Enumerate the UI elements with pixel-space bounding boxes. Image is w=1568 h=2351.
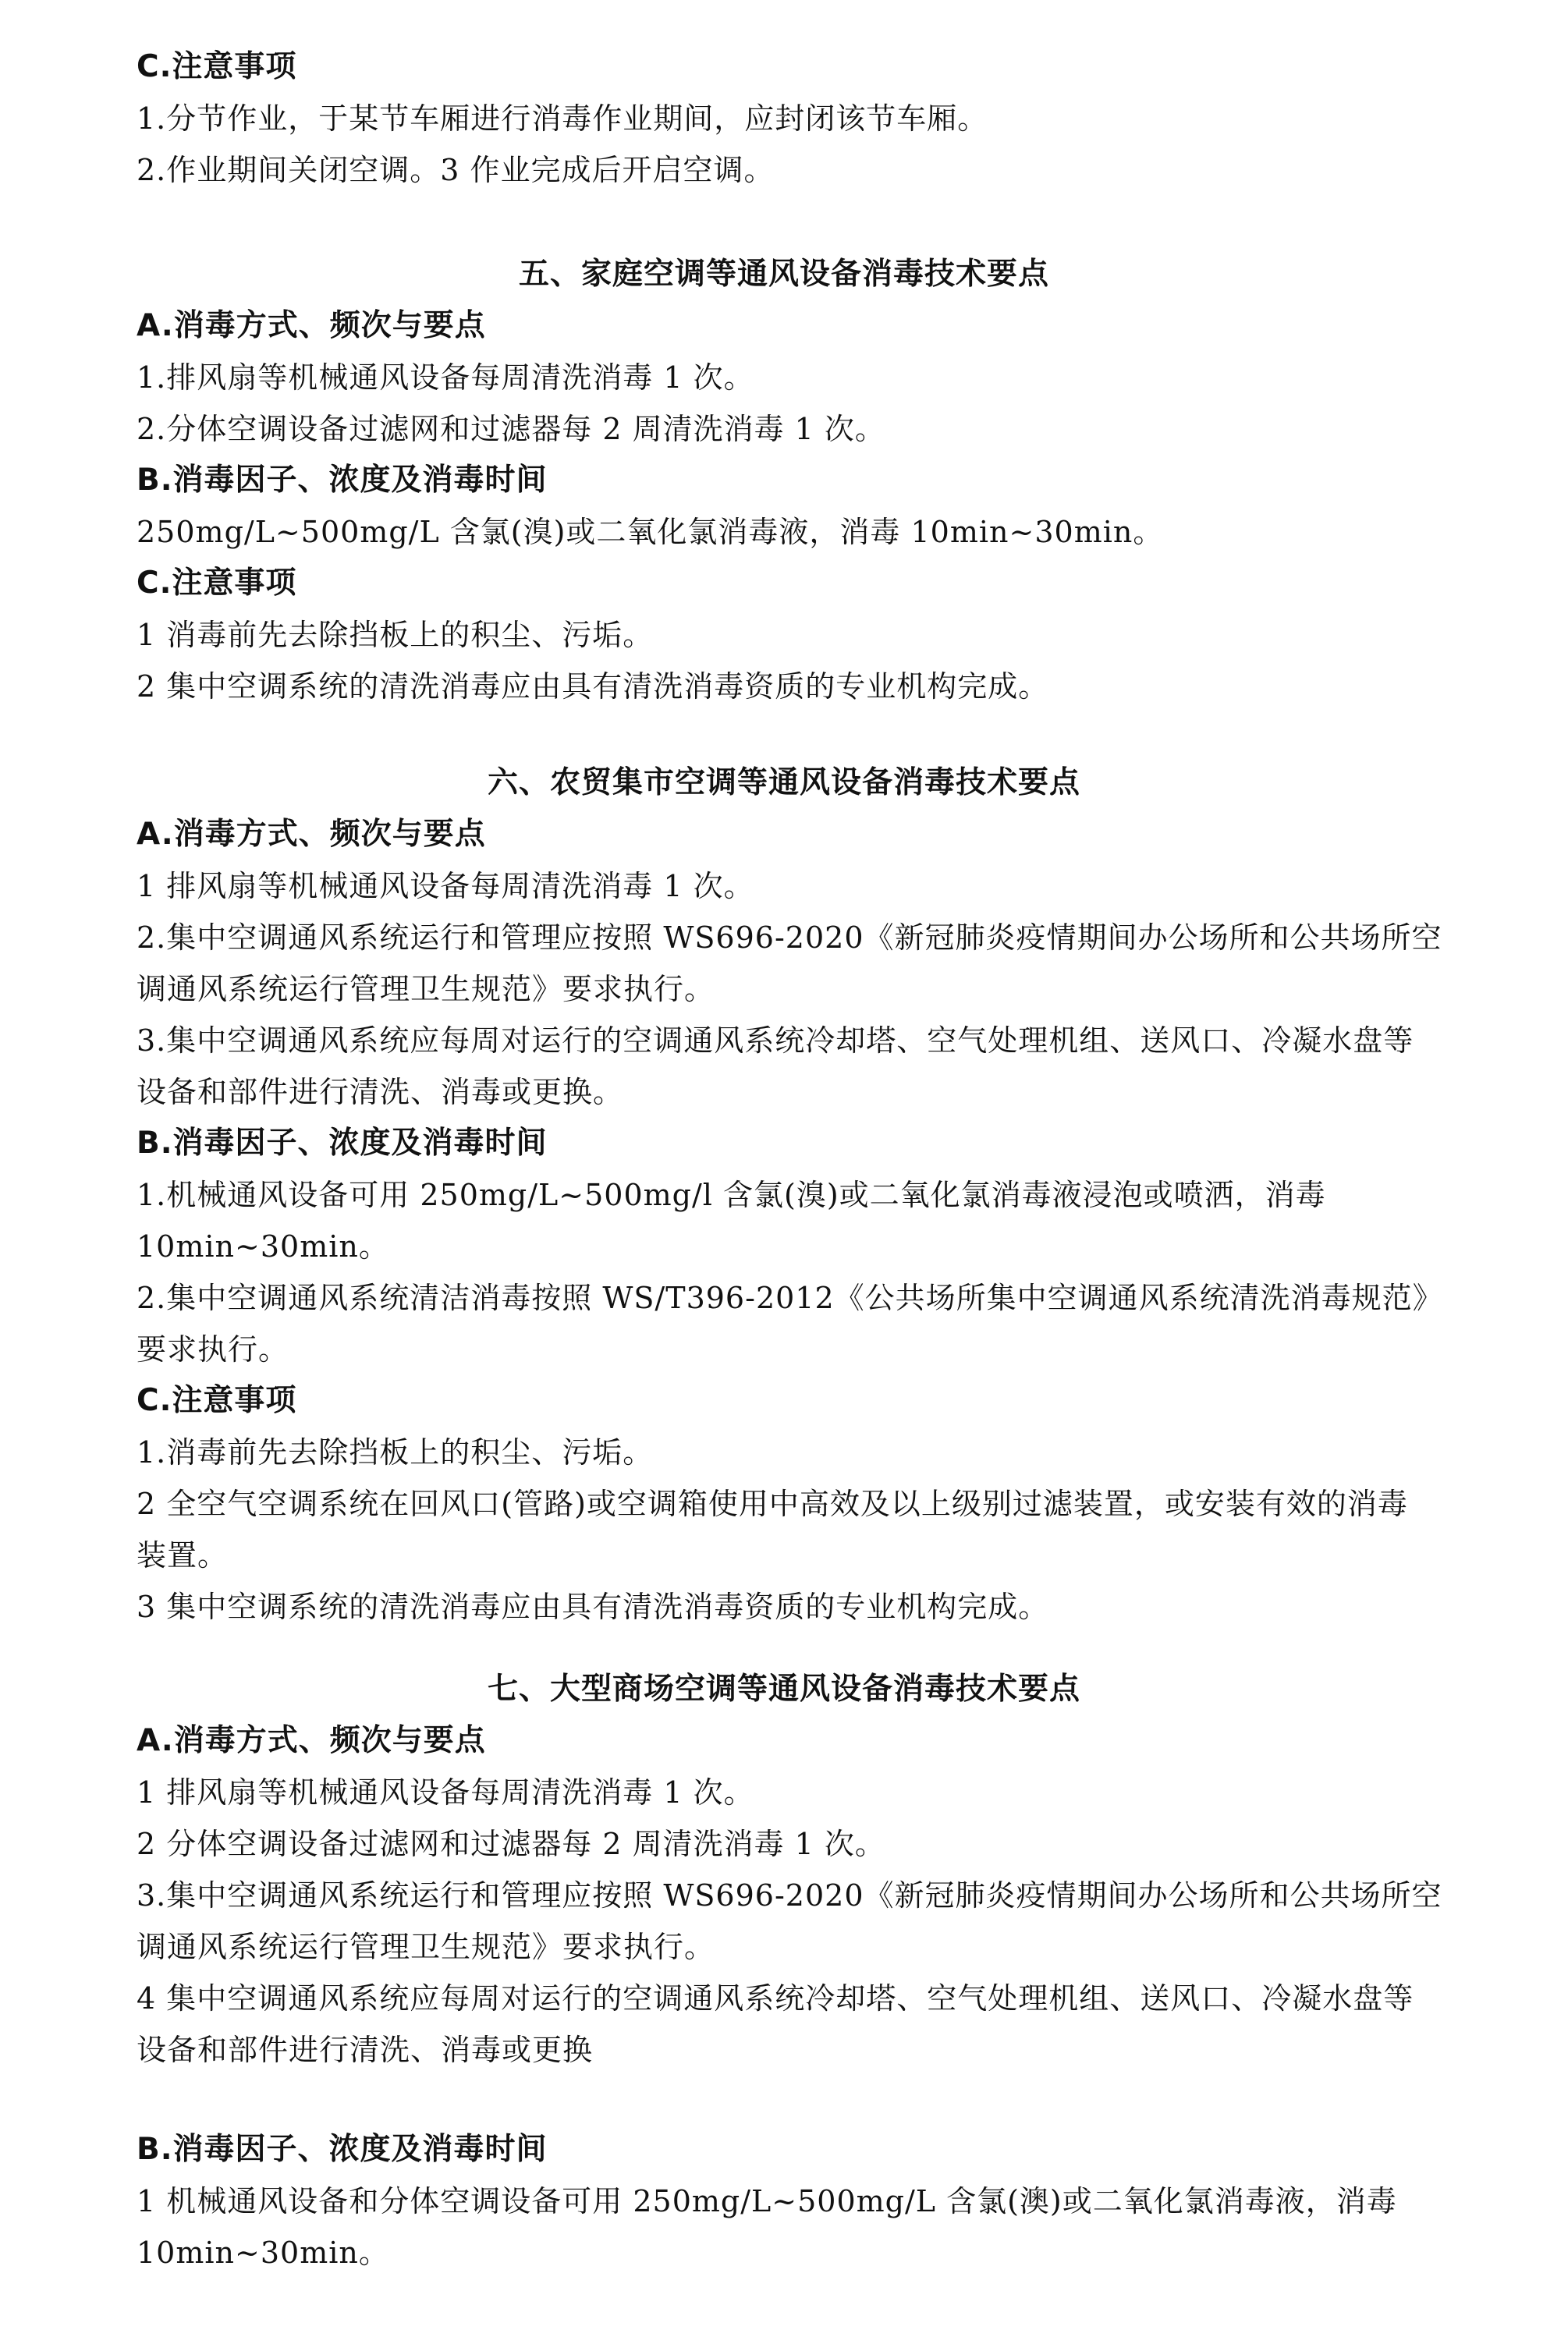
section-heading: B.消毒因子、浓度及消毒时间 bbox=[137, 1126, 548, 1161]
section-heading: C.注意事项 bbox=[137, 49, 297, 84]
text-line: 调通风系统运行管理卫生规范》要求执行。 bbox=[137, 1930, 715, 1964]
text-line: 设备和部件进行清洗、消毒或更换 bbox=[137, 2033, 594, 2067]
section-heading: A.消毒方式、频次与要点 bbox=[137, 308, 486, 343]
section-heading: B.消毒因子、浓度及消毒时间 bbox=[137, 463, 548, 498]
text-line: 2 分体空调设备过滤网和过滤器每 2 周清洗消毒 1 次。 bbox=[137, 1827, 885, 1861]
section-title: 五、家庭空调等通风设备消毒技术要点 bbox=[518, 257, 1049, 292]
text-line: 1 排风扇等机械通风设备每周清洗消毒 1 次。 bbox=[137, 1775, 754, 1810]
text-line: 10min~30min。 bbox=[137, 1229, 389, 1264]
text-line: 1.消毒前先去除挡板上的积尘、污垢。 bbox=[137, 1435, 654, 1470]
section-heading: C.注意事项 bbox=[137, 1383, 297, 1418]
section-heading: C.注意事项 bbox=[137, 566, 297, 601]
text-line: 1.机械通风设备可用 250mg/L~500mg/l 含氯(溴)或二氧化氯消毒液浸泡或喷洒，消毒 bbox=[137, 1178, 1326, 1212]
text-line: 10min~30min。 bbox=[137, 2236, 389, 2270]
text-line: 3.集中空调通风系统运行和管理应按照 WS696-2020《新冠肺炎疫情期间办公场所和公共场所空 bbox=[137, 1878, 1442, 1913]
text-line: 2 全空气空调系统在回风口(管路)或空调箱使用中高效及以上级别过滤装置，或安装有效的消毒 bbox=[137, 1487, 1408, 1521]
text-line: 设备和部件进行清洗、消毒或更换。 bbox=[137, 1075, 624, 1109]
section-title: 六、农贸集市空调等通风设备消毒技术要点 bbox=[487, 765, 1080, 800]
text-line: 1.分节作业，于某节车厢进行消毒作业期间，应封闭该节车厢。 bbox=[137, 101, 988, 136]
text-line: 调通风系统运行管理卫生规范》要求执行。 bbox=[137, 972, 715, 1006]
text-line: 2.分体空调设备过滤网和过滤器每 2 周清洗消毒 1 次。 bbox=[137, 412, 885, 446]
text-line: 1.排风扇等机械通风设备每周清洗消毒 1 次。 bbox=[137, 360, 754, 395]
text-line: 3 集中空调系统的清洗消毒应由具有清洗消毒资质的专业机构完成。 bbox=[137, 1590, 1049, 1624]
text-line: 3.集中空调通风系统应每周对运行的空调通风系统冷却塔、空气处理机组、送风口、冷凝水盘等 bbox=[137, 1023, 1414, 1058]
text-line: 1 消毒前先去除挡板上的积尘、污垢。 bbox=[137, 618, 654, 652]
text-line: 2.集中空调通风系统清洁消毒按照 WS/T396-2012《公共场所集中空调通风系统清洗消毒规范》 bbox=[137, 1281, 1443, 1315]
text-line: 1 排风扇等机械通风设备每周清洗消毒 1 次。 bbox=[137, 869, 754, 903]
section-heading: A.消毒方式、频次与要点 bbox=[137, 1723, 486, 1758]
text-line: 2 集中空调系统的清洗消毒应由具有清洗消毒资质的专业机构完成。 bbox=[137, 669, 1049, 704]
section-title: 七、大型商场空调等通风设备消毒技术要点 bbox=[487, 1672, 1080, 1707]
text-line: 2.作业期间关闭空调。3 作业完成后开启空调。 bbox=[137, 153, 775, 187]
text-line: 2.集中空调通风系统运行和管理应按照 WS696-2020《新冠肺炎疫情期间办公场所和公共场所空 bbox=[137, 920, 1442, 955]
text-line: 装置。 bbox=[137, 1538, 229, 1573]
section-heading: B.消毒因子、浓度及消毒时间 bbox=[137, 2132, 548, 2167]
text-line: 4 集中空调通风系统应每周对运行的空调通风系统冷却塔、空气处理机组、送风口、冷凝水盘等 bbox=[137, 1981, 1414, 2016]
section-heading: A.消毒方式、频次与要点 bbox=[137, 817, 486, 852]
text-line: 要求执行。 bbox=[137, 1332, 289, 1367]
text-line: 1 机械通风设备和分体空调设备可用 250mg/L~500mg/L 含氯(澳)或二氧化氯消毒液，消毒 bbox=[137, 2184, 1397, 2218]
text-line: 250mg/L~500mg/L 含氯(溴)或二氧化氯消毒液，消毒 10min~30min。 bbox=[137, 515, 1164, 549]
